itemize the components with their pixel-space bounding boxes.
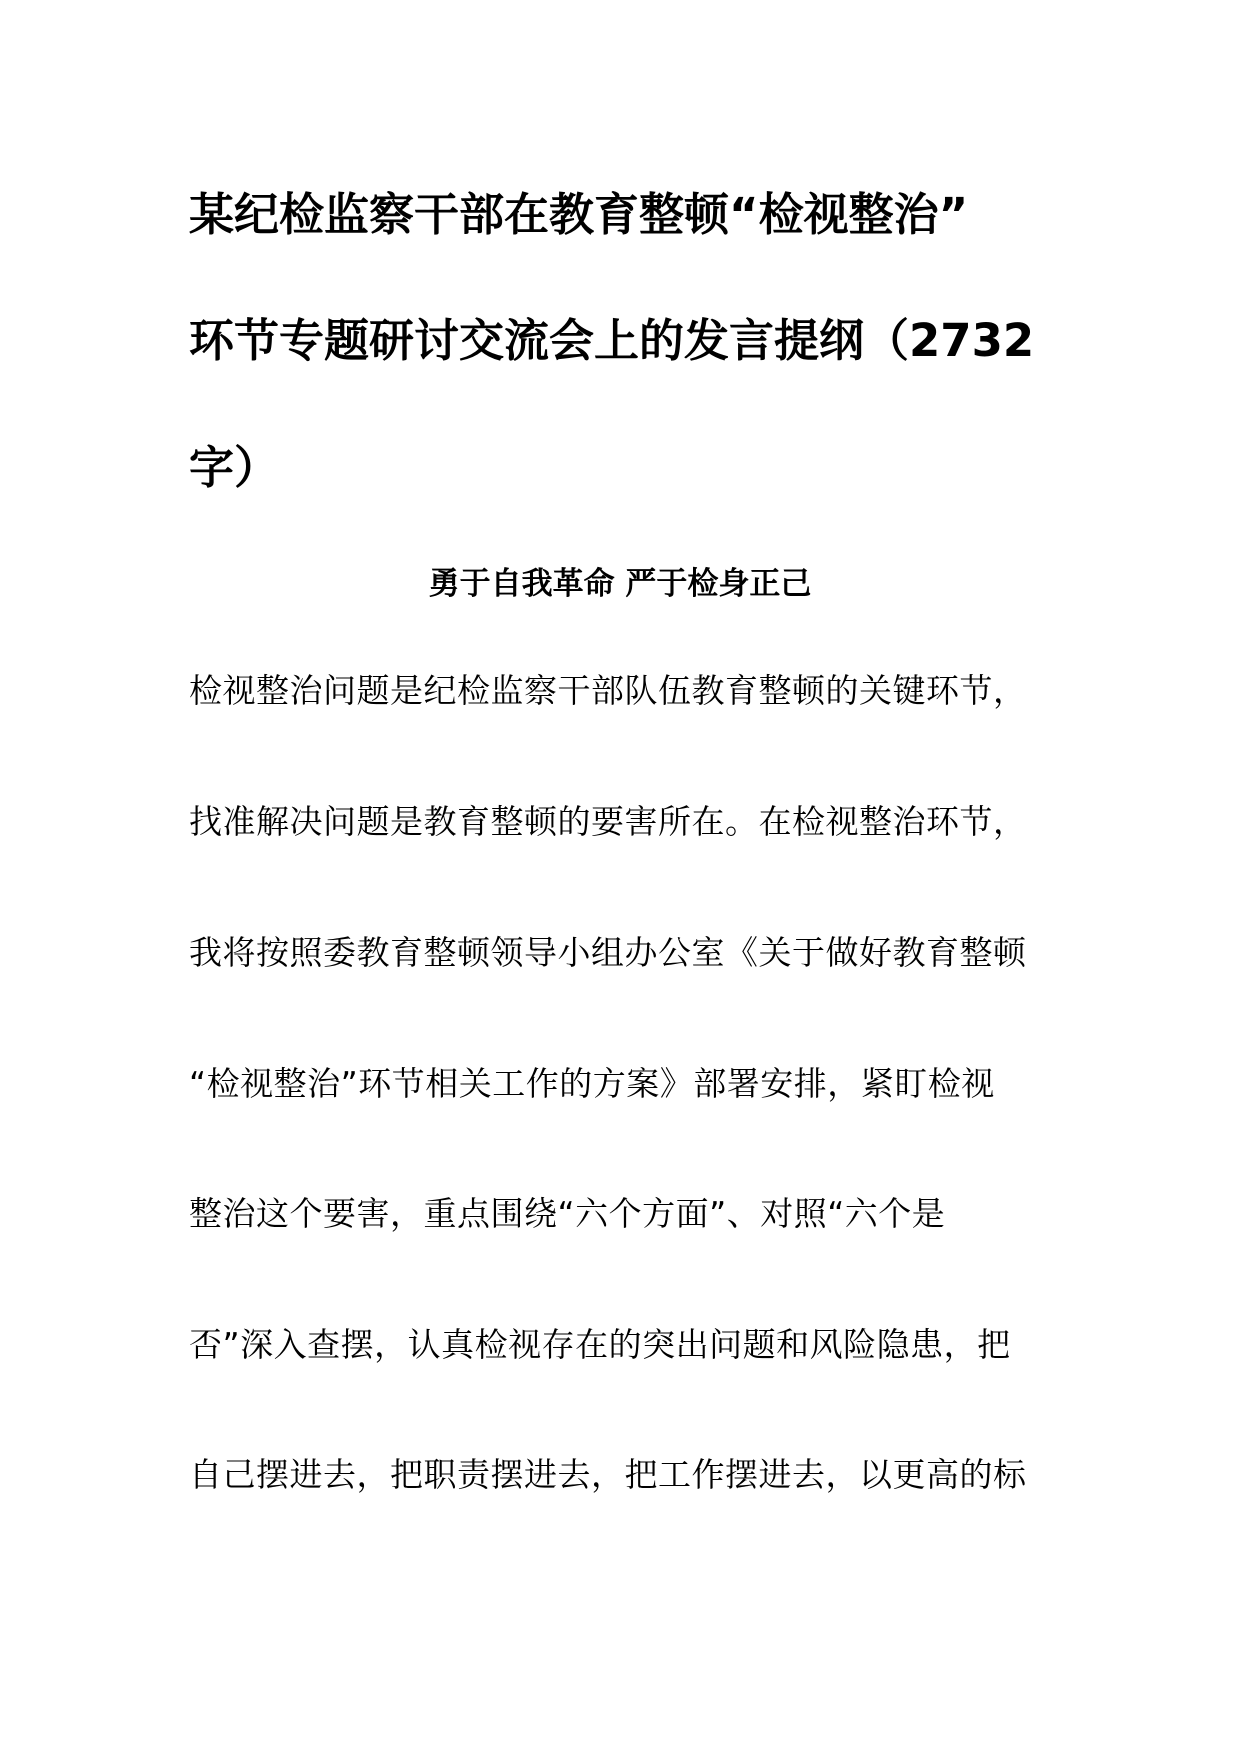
body-line-4: “检视整治”环节相关工作的方案》部署安排，紧盯检视 <box>189 1064 995 1103</box>
subtitle: 勇于自我革命 严于检身正己 <box>428 566 812 602</box>
body-line-2: 找准解决问题是教育整顿的要害所在。在检视整治环节， <box>189 802 1027 841</box>
body-line-3: 我将按照委教育整顿领导小组办公室《关于做好教育整顿 <box>189 933 1027 972</box>
body-line-5: 整治这个要害，重点围绕“六个方面”、对照“六个是 <box>189 1194 946 1233</box>
title-line-3: 字） <box>189 441 280 494</box>
body-line-7: 自己摆进去，把职责摆进去，把工作摆进去，以更高的标 <box>189 1455 1027 1494</box>
body-line-6: 否”深入查摆，认真检视存在的突出问题和风险隐患，把 <box>189 1325 1011 1364</box>
title-line-2: 环节专题研讨交流会上的发言提纲（2732 <box>189 314 1035 367</box>
body-line-1: 检视整治问题是纪检监察干部队伍教育整顿的关键环节， <box>189 671 1027 710</box>
title-line-1: 某纪检监察干部在教育整顿“检视整治” <box>189 188 969 241</box>
